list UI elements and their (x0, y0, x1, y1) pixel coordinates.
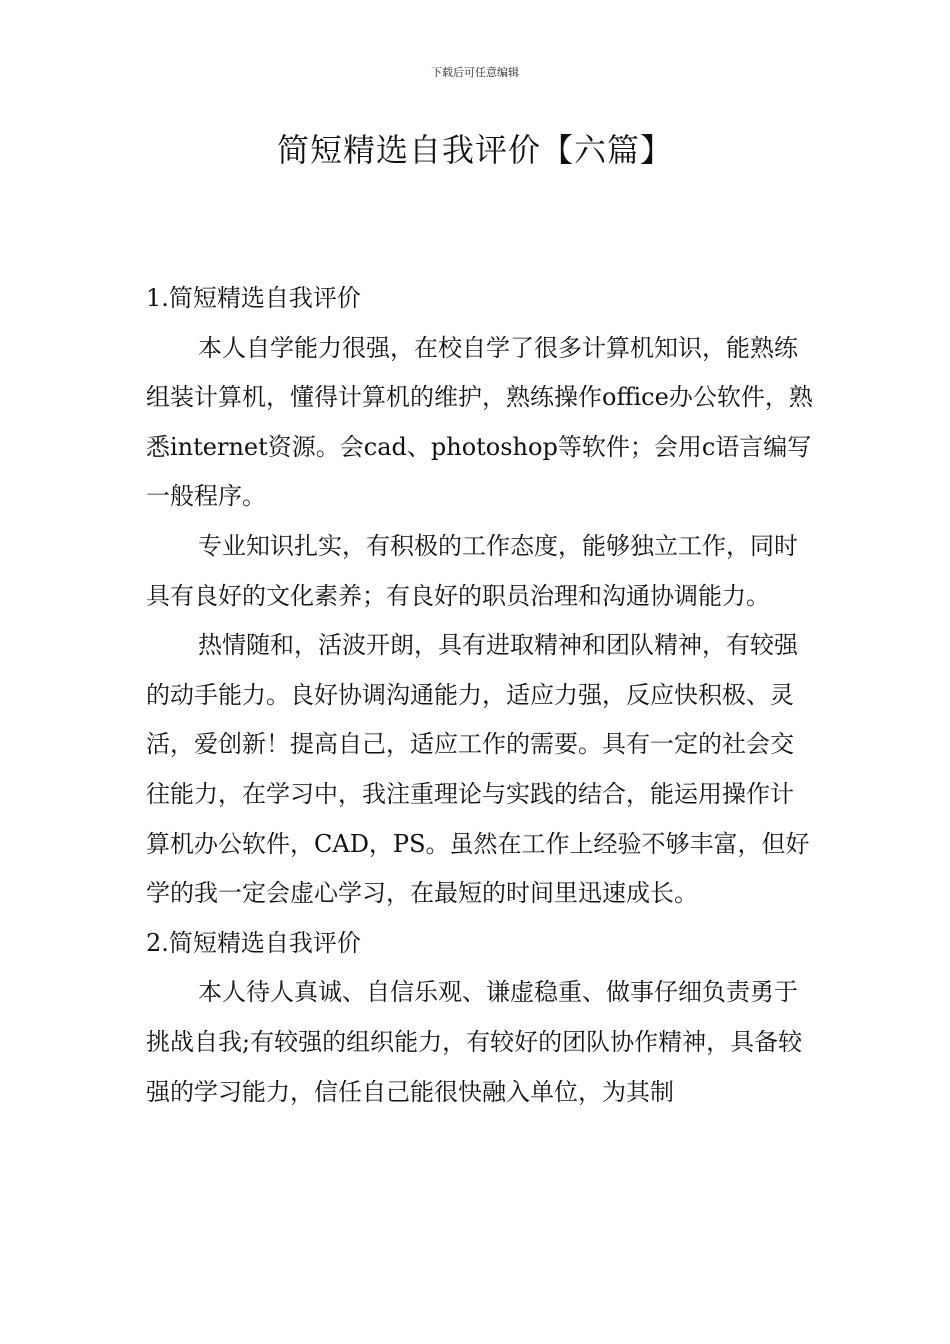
paragraph: 本人待人真诚、自信乐观、谦虚稳重、做事仔细负责勇于挑战自我;有较强的组织能力，有较好的团队协作精神，具备较强的学习能力，信任自己能很快融入单位，为其制 (146, 978, 803, 1106)
document-body (146, 274, 816, 1117)
page-header-note: 下载后可任意编辑 (431, 66, 519, 79)
section-heading: 1.简短精选自我评价 (146, 284, 361, 312)
paragraph: 热情随和，活波开朗，具有进取精神和团队精神，有较强的动手能力。良好协调沟通能力，适应力强，反应快积极、灵活，爱创新！提高自己，适应工作的需要。具有一定的社会交往能力，在学习中，我注重理论与实践的结合，能运用操作计算机办公软件，CAD，PS。虽然在工作上经验不够丰富，但好学的我一定会虚心学习，在最短的时间里迅速成长。 (146, 631, 810, 908)
paragraph: 专业知识扎实，有积极的工作态度，能够独立工作，同时具有良好的文化素养；有良好的职员治理和沟通协调能力。 (146, 531, 798, 610)
paragraph: 本人自学能力很强，在校自学了很多计算机知识，能熟练组装计算机，懂得计算机的维护，熟练操作office办公软件，熟悉internet资源。会cad、photoshop等软件；会用c语言编写一般程序。 (146, 333, 813, 511)
document-title: 简短精选自我评价【六篇】 (276, 131, 673, 169)
section-heading: 2.简短精选自我评价 (146, 928, 361, 957)
